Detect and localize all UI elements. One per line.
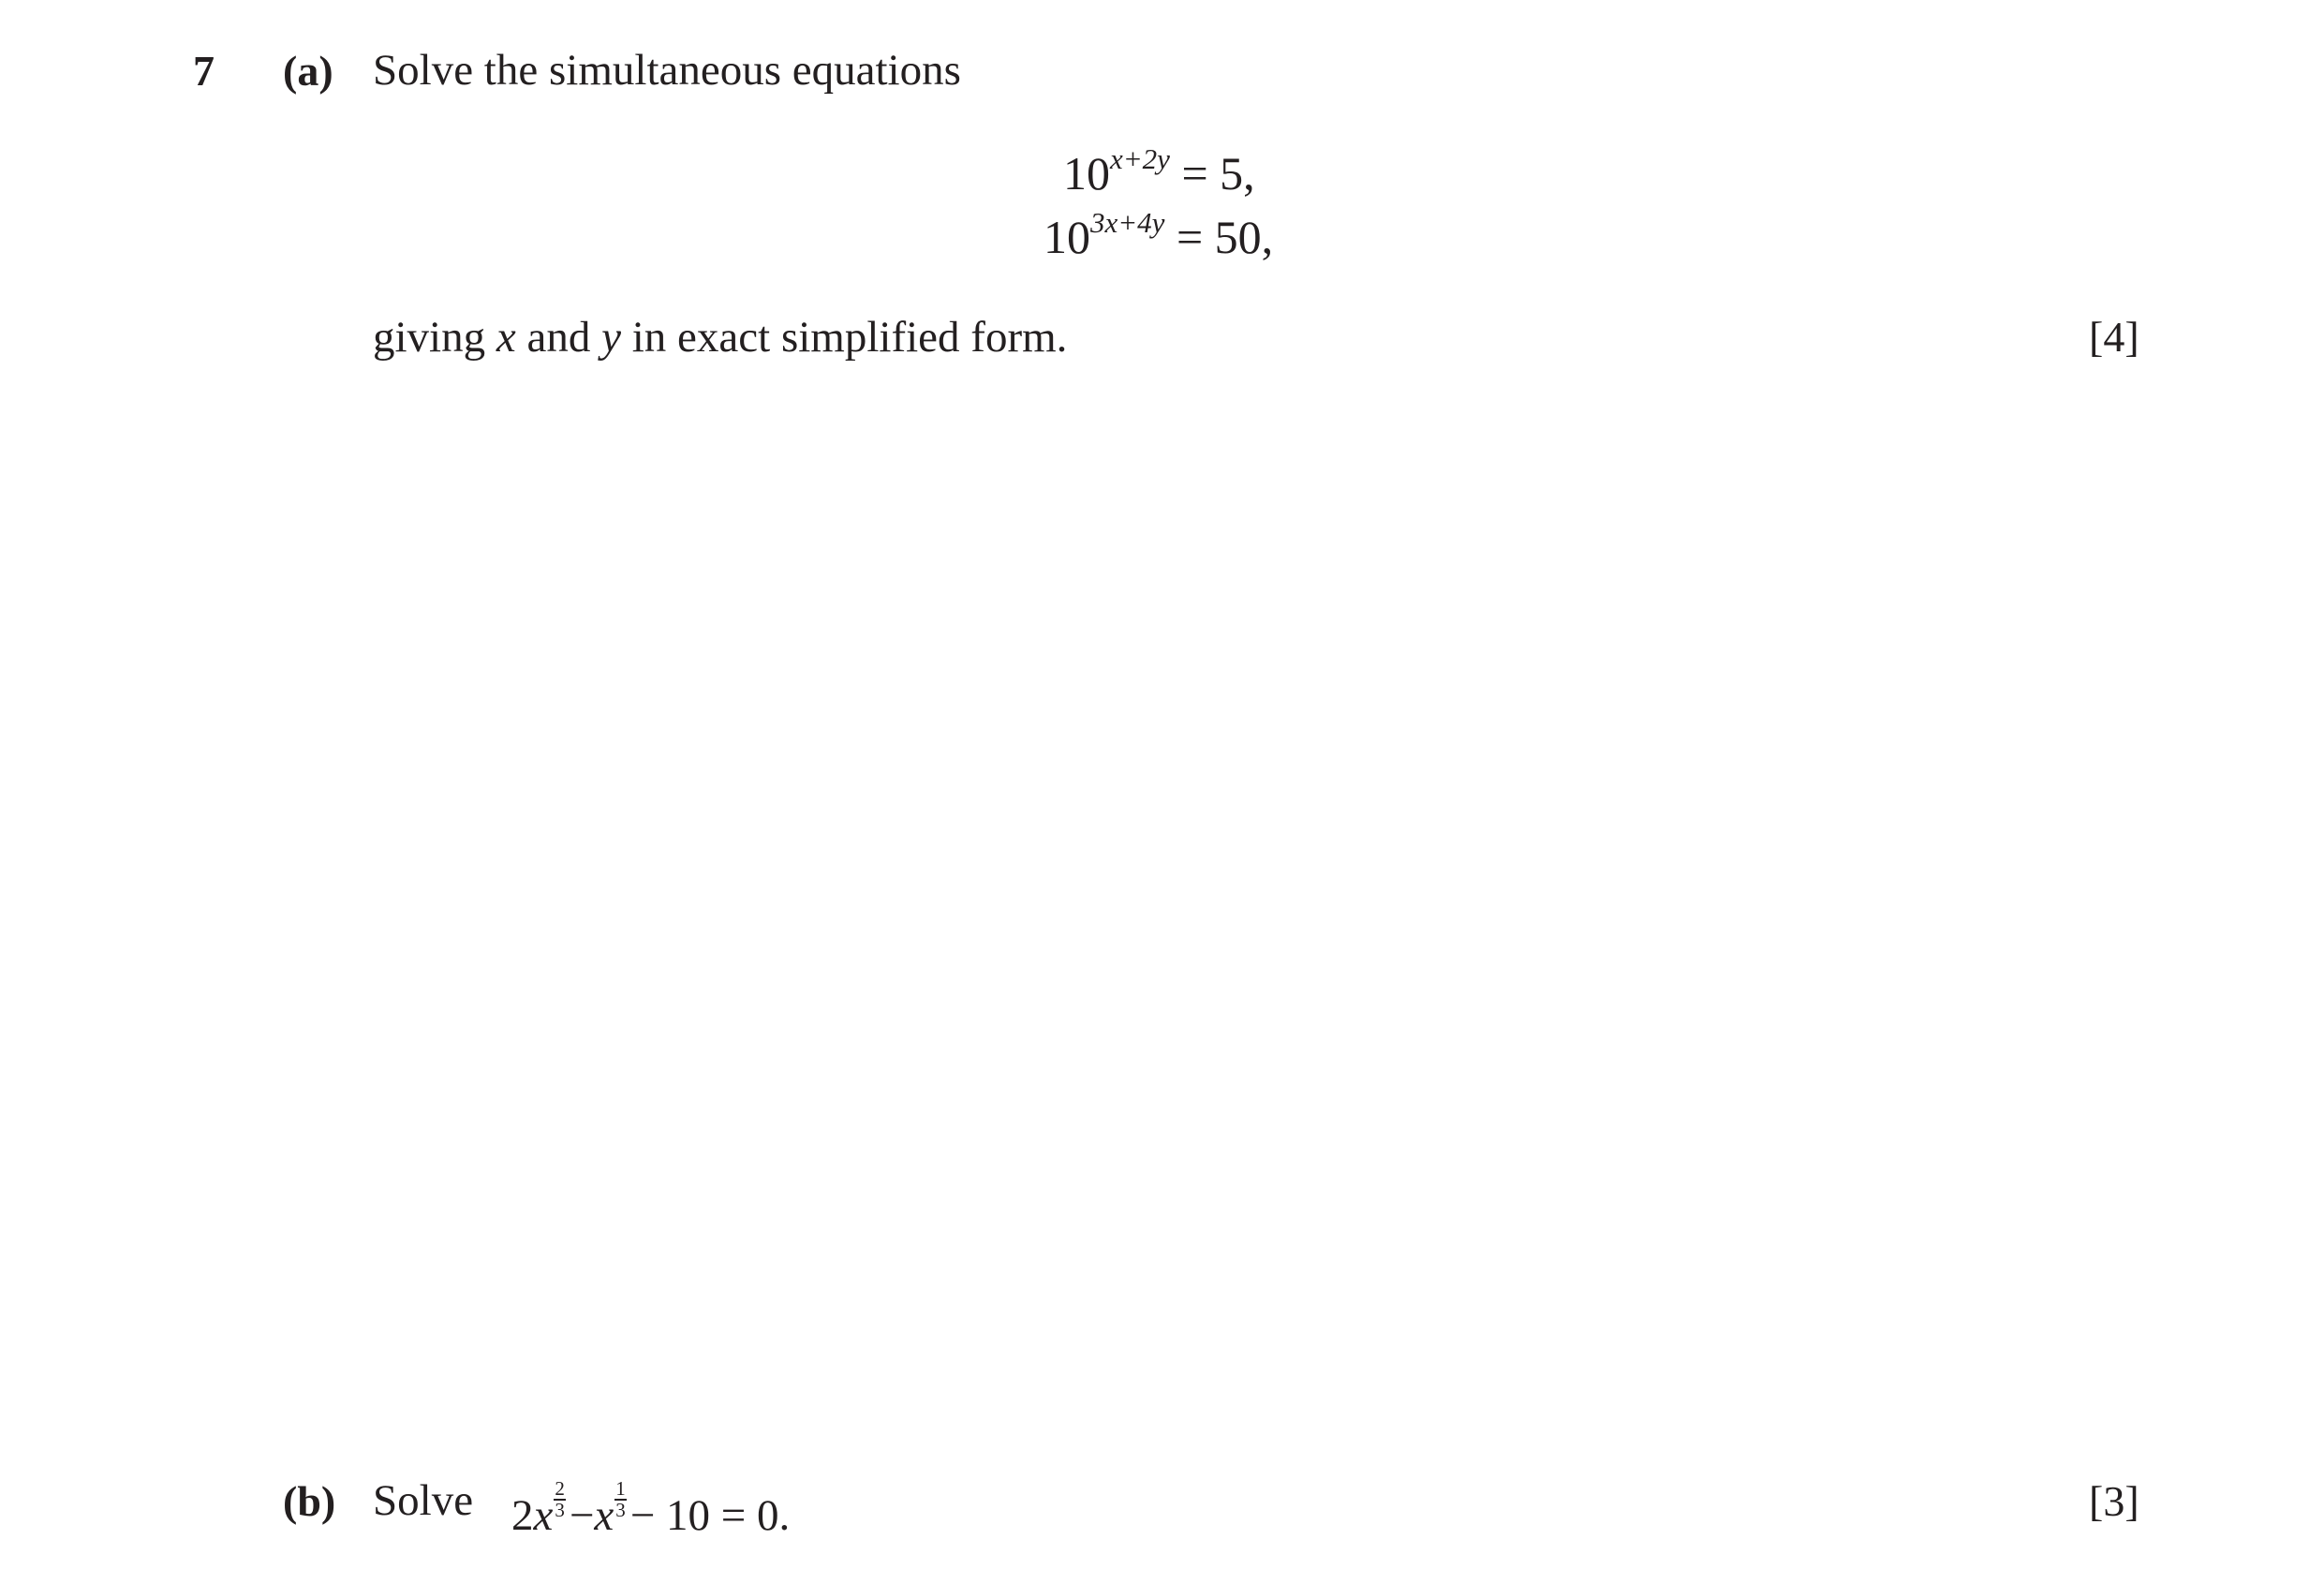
expr-exponent-1: [554, 1479, 566, 1520]
instruction-var-x: x: [496, 313, 516, 362]
instruction-text-1: giving: [373, 313, 496, 362]
equation-1-rhs: = 5,: [1169, 147, 1255, 200]
equation-1-base: 10: [1063, 147, 1110, 200]
part-a-marks: [4]: [2089, 313, 2139, 361]
part-a-intro: Solve the simultaneous equations: [373, 46, 961, 95]
expr-exponent-2: [614, 1479, 627, 1520]
equation-2-base: 10: [1044, 211, 1090, 263]
part-b-marks: [3]: [2089, 1477, 2139, 1525]
question-number: 7: [193, 47, 215, 95]
instruction-var-y: y: [601, 313, 621, 362]
equation-2: [1044, 206, 1274, 263]
expr-minus: −: [569, 1491, 595, 1540]
instruction-text-2: and: [515, 313, 602, 362]
expr-coefficient: 2: [511, 1491, 534, 1540]
part-b-expression: [511, 1479, 790, 1538]
equation-1-exponent: x+2y: [1110, 142, 1170, 175]
exponent-1-numerator: 2: [555, 1477, 565, 1500]
part-a-instruction: [373, 313, 1068, 362]
instruction-text-3: in exact simplified form.: [621, 313, 1068, 362]
equation-2-exponent: 3x+4y: [1090, 206, 1165, 239]
equation-2-rhs: = 50,: [1164, 211, 1274, 263]
equation-1: [1063, 142, 1255, 200]
exponent-2-denominator: 3: [615, 1499, 626, 1521]
expr-tail: − 10 = 0.: [629, 1491, 791, 1540]
part-b-label: (b): [283, 1477, 336, 1525]
expr-var-2: x: [594, 1491, 614, 1540]
exponent-1-denominator: 3: [555, 1499, 565, 1521]
exponent-2-numerator: 1: [615, 1477, 626, 1500]
expr-var-1: x: [533, 1491, 554, 1540]
part-a-label: (a): [283, 47, 333, 95]
part-b-word: Solve: [373, 1476, 474, 1525]
